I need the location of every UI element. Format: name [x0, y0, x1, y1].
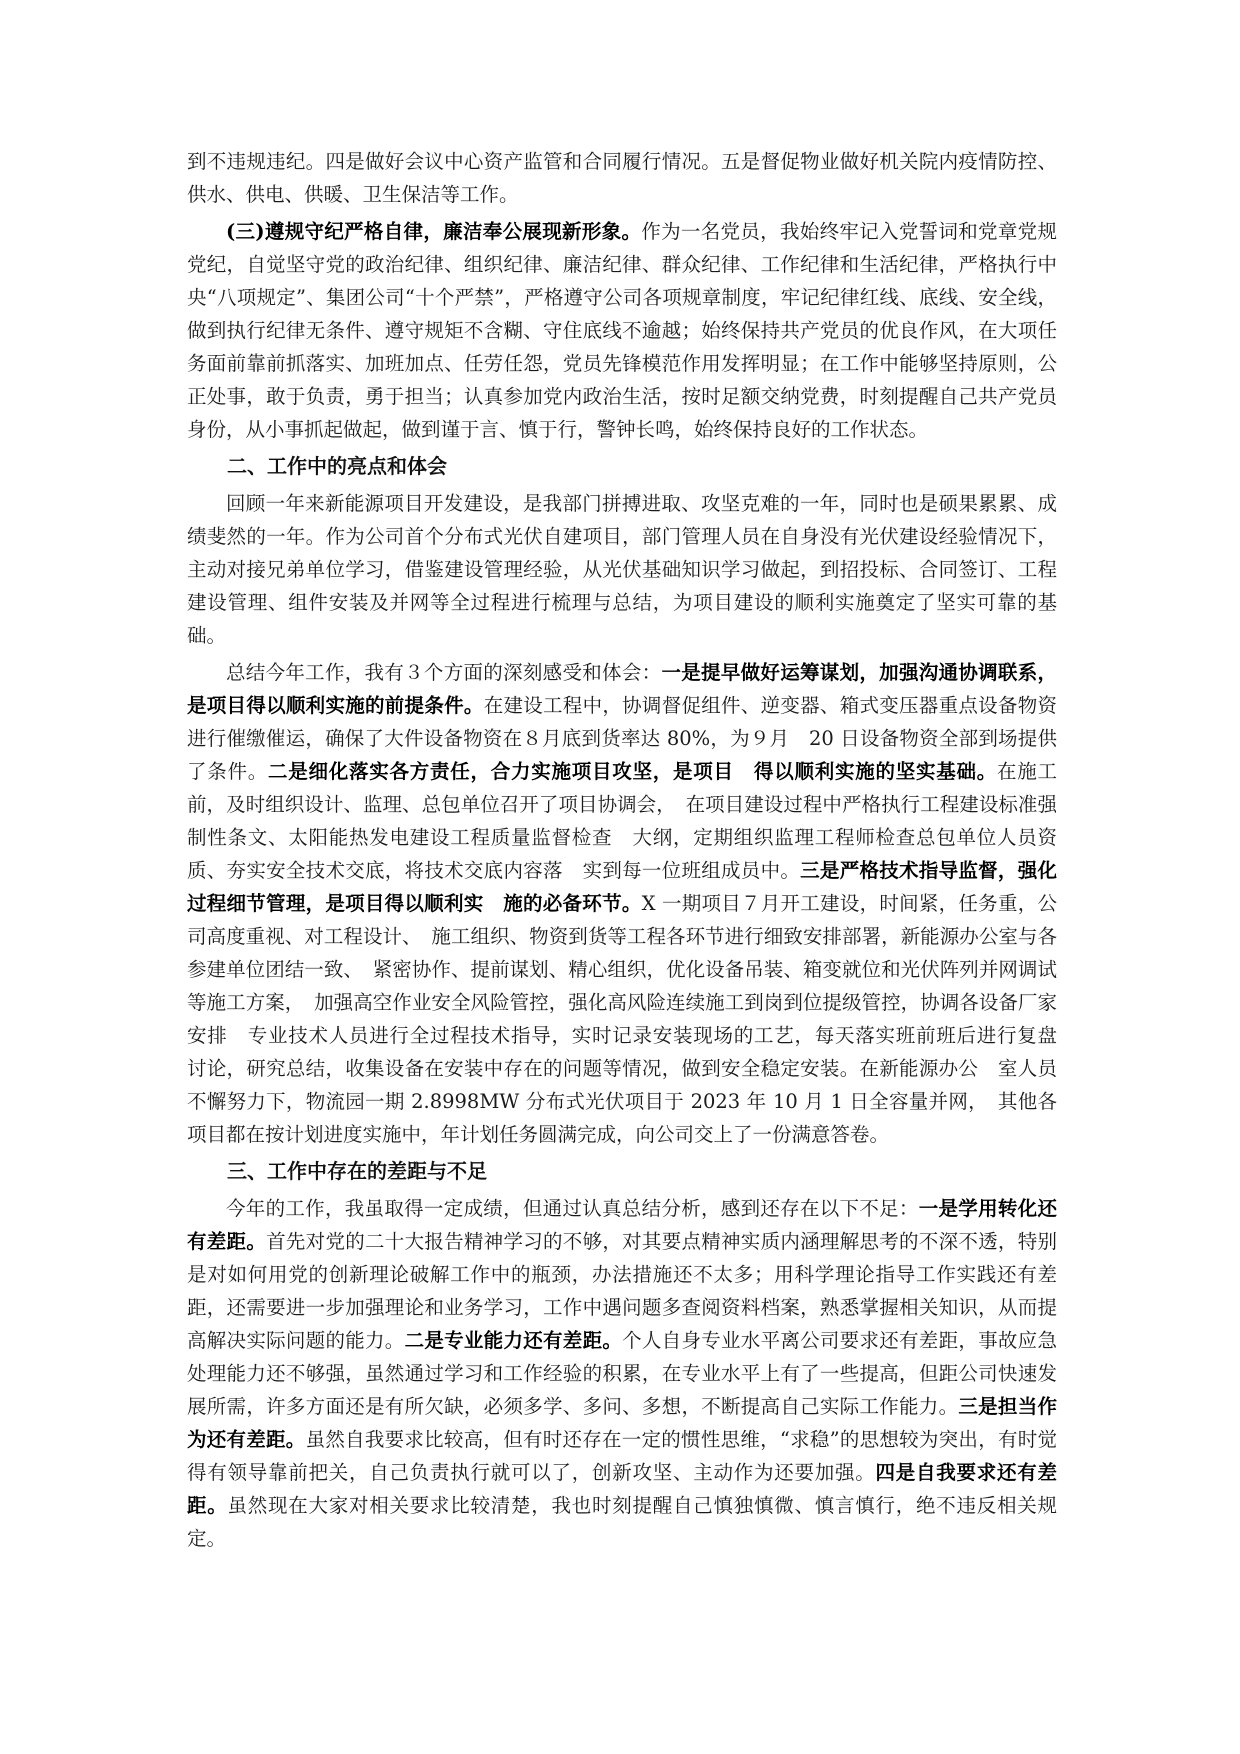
paragraph-text: 个人自身专业水平离公司要求还有差距，事故应急处理能力还不够强，虽然通过学习和工作经验的积累，在专业水平上有了一些提高，但距公司快速发展所需，许多方面还是有所欠缺，必须多学、多问、多想，不断提高自己实际工作能力。: [187, 1329, 1057, 1418]
section-heading-shortcomings: 三、工作中存在的差距与不足: [227, 1159, 487, 1183]
paragraph-continued: [187, 145, 1057, 211]
paragraph-text: 今年的工作，我虽取得一定成绩，但通过认真总结分析，感到还存在以下不足：: [226, 1197, 919, 1220]
paragraph-text: 在施工前，及时组织设计、监理、总包单位召开了项目协调会， 在项目建设过程中严格执行工程建设标准强制性条文、太阳能热发电建设工程质量监督检查 大纲，定期组织监理工程师检查总包单位人员资质、夯实安全技术交底，将技术交底内容落 实到每一位班组成员中。: [187, 760, 1057, 882]
paragraph-review: [187, 487, 1057, 652]
paragraph-bold-point-3: 三是严格技术指导监督，强化过程细节管理，是项目得以顺利实 施的必备环节。: [187, 859, 1057, 915]
paragraph-text: 首先对党的二十大报告精神学习的不够，对其要点精神实质内涵理解思考的不深不透，特别是对如何用党的创新理论破解工作中的瓶颈，办法措施还不太多；用科学理论指导工作实践还有差距，还需要进一步加强理论和业务学习，工作中遇问题多查阅资料档案，熟悉掌握相关知识，从而提高解决实际问题的能力。: [187, 1230, 1057, 1352]
paragraph-text: 在建设工程中，协调督促组件、逆变器、箱式变压器重点设备物资进行催缴催运，确保了大件设备物资在８月底到货率达 80%，为９月 20 日设备物资全部到场提供了条件。: [187, 694, 1057, 783]
paragraph-text: 虽然现在大家对相关要求比较清楚，我也时刻提醒自己慎独慎微、慎言慎行，绝不违反相关规定。: [187, 1494, 1057, 1550]
paragraph-bold-point-3: 三是担当作为还有差距。: [187, 1395, 1057, 1451]
paragraph-text: 总结今年工作，我有３个方面的深刻感受和体会：: [226, 661, 662, 684]
paragraph-text: 回顾一年来新能源项目开发建设，是我部门拼搏进取、攻坚克难的一年，同时也是硕果累累、成绩斐然的一年。作为公司首个分布式光伏自建项目，部门管理人员在自身没有光伏建设经验情况下，主动对接兄弟单位学习，借鉴建设管理经验，从光伏基础知识学习做起，到招投标、合同签订、工程建设管理、组件安装及并网等全过程进行梳理与总结，为项目建设的顺利实施奠定了坚实可靠的基础。: [187, 492, 1057, 647]
paragraph-text: 虽然自我要求比较高，但有时还存在一定的惯性思维，“求稳”的思想较为突出，有时觉得有领导靠前把关，自己负责执行就可以了，创新攻坚、主动作为还要加强。: [187, 1428, 1057, 1484]
paragraph-text: X 一期项目７月开工建设，时间紧，任务重，公司高度重视、对工程设计、 施工组织、物资到货等工程各环节进行细致安排部署，新能源办公室与各参建单位团结一致、 紧密协作、提前谋划、精心组织，优化设备吊装、箱变就位和光伏阵列并网调试等施工方案， 加强高空作业安全风险管控，强化高风险连续施工到岗到位提级管控，协调各设备厂家安排 专业技术人员进行全过程技术指导，实时记录安装现场的工艺，每天落实班前班后进行复盘 讨论，研究总结，收集设备在安装中存在的问题等情况，做到安全稳定安装。在新能源办公 室人员不懈努力下，物流园一期 2.8998MW 分布式光伏项目于 2023 年 10 月 1 日全容量并网， 其他各项目都在按计划进度实施中，年计划任务圆满完成，向公司交上了一份满意答卷。: [187, 892, 1077, 1146]
paragraph-bold-point-4: 四是自我要求还有差距。: [187, 1461, 1057, 1517]
paragraph-shortcomings: [187, 1192, 1057, 1555]
paragraph-bold-point-1: 一是提早做好运筹谋划，加强沟通协调联系，是项目得以顺利实施的前提条件。: [187, 661, 1057, 717]
paragraph-text: 到不违规违纪。四是做好会议中心资产监管和合同履行情况。五是督促物业做好机关院内疫情防控、供水、供电、供暖、卫生保洁等工作。: [187, 150, 1057, 206]
paragraph-bold-point-1: 一是学用转化还有差距。: [187, 1197, 1057, 1253]
document-body: [187, 145, 1077, 1559]
paragraph-discipline: [187, 215, 1057, 446]
section-heading-highlights: 二、工作中的亮点和体会: [227, 454, 447, 478]
paragraph-bold-point-2: 二是细化落实各方责任，合力实施项目攻坚，是项目 得以顺利实施的坚实基础。: [268, 760, 997, 783]
paragraph-bold-lead: (三)遵规守纪严格自律，廉洁奉公展现新形象。: [226, 220, 642, 243]
paragraph-text: 作为一名党员，我始终牢记入党誓词和党章党规党纪，自觉坚守党的政治纪律、组织纪律、廉洁纪律、群众纪律、工作纪律和生活纪律，严格执行中央“八项规定”、集团公司“十个严禁”，严格遵守公司各项规章制度，牢记纪律红线、底线、安全线，做到执行纪律无条件、遵守规矩不含糊、守住底线不逾越；始终保持共产党员的优良作风，在大项任务面前靠前抓落实、加班加点、任劳任怨，党员先锋模范作用发挥明显；在工作中能够坚持原则，公正处事，敢于负责，勇于担当；认真参加党内政治生活，按时足额交纳党费，时刻提醒自己共产党员身份，从小事抓起做起，做到谨于言、慎于行，警钟长鸣，始终保持良好的工作状态。: [187, 220, 1057, 441]
paragraph-experiences: [187, 656, 1077, 1151]
paragraph-bold-point-2: 二是专业能力还有差距。: [404, 1329, 623, 1352]
